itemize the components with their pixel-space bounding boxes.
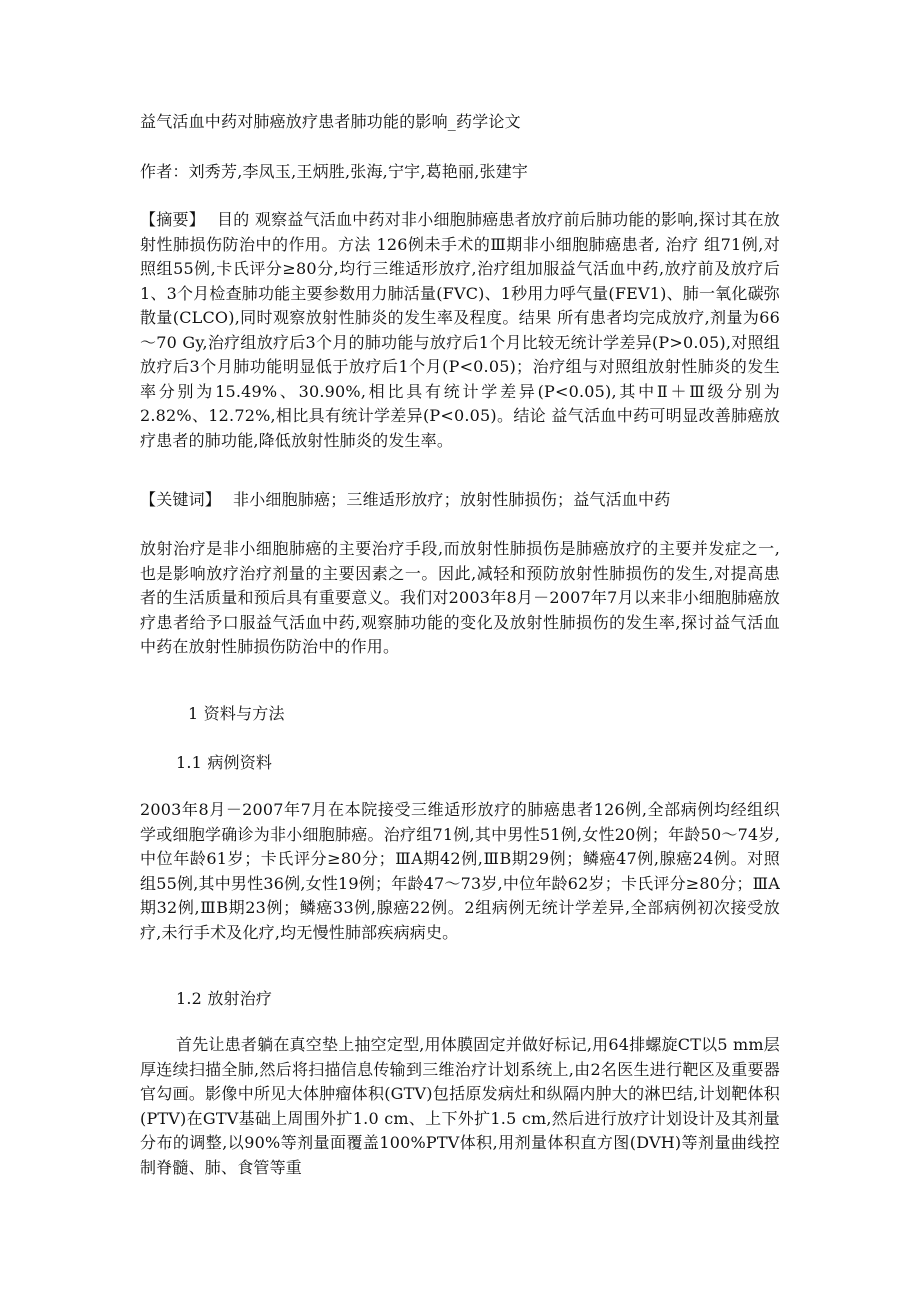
authors-line: 作者：刘秀芳,李凤玉,王炳胜,张海,宁宇,葛艳丽,张建宇 [140,162,529,181]
keywords-label: 【关键词】 [140,490,222,509]
radiotherapy-paragraph: 首先让患者躺在真空垫上抽空定型,用体膜固定并做好标记,用64排螺旋CT以5 mm层厚连续扫描全肺,然后将扫描信息传输到三维治疗计划系统上,由2名医生进行靶区及重要器官勾画。影像中所见大体肿瘤体积(GTV)包括原发病灶和纵隔内肿大的淋巴结,计划靶体积(PTV)在GTV基础上周围外扩1.0 cm、上下外扩1.5 cm,然后进行放疗计划设计及其剂量分布的调整,以90%等剂量面覆盖100%PTV体积,用剂量体积直方图(DVH)等剂量曲线控制脊髓、肺、食管等重 [140,1035,780,1177]
intro-paragraph: 放射治疗是非小细胞肺癌的主要治疗手段,而放射性肺损伤是肺癌放疗的主要并发症之一,也是影响放疗治疗剂量的主要因素之一。因此,减轻和预防放射性肺损伤的发生,对提高患者的生活质量和预后具有重要意义。我们对2003年8月－2007年7月以来非小细胞肺癌放疗患者给予口服益气活血中药,观察肺功能的变化及放射性肺损伤的发生率,探讨益气活血中药在放射性肺损伤防治中的作用。 [140,539,780,656]
abstract-label: 【摘要】 [140,210,205,229]
keywords-paragraph [140,488,780,513]
document-title: 益气活血中药对肺癌放疗患者肺功能的影响_药学论文 [140,112,521,131]
keywords-text: 非小细胞肺癌；三维适形放疗；放射性肺损伤；益气活血中药 [233,490,671,509]
abstract-text: 目的 观察益气活血中药对非小细胞肺癌患者放疗前后肺功能的影响,探讨其在放射性肺损伤防治中的作用。方法 126例未手术的Ⅲ期非小细胞肺癌患者, 治疗 组71例,对照组55例,卡氏评分≥80分,均行三维适形放疗,治疗组加服益气活血中药,放疗前及放疗后1、3个月检查肺功能主要参数用力肺活量(FVC)、1秒用力呼气量(FEV1)、肺一氧化碳弥散量(CLCO),同时观察放射性肺炎的发生率及程度。结果 所有患者均完成放疗,剂量为66～70 Gy,治疗组放疗后3个月的肺功能与放疗后1个月比较无统计学差异(P>0.05),对照组放疗后3个月肺功能明显低于放疗后1个月(P<0.05)；治疗组与对照组放射性肺炎的发生率分别为15.49%、30.90%,相比具有统计学差异(P<0.05),其中Ⅱ＋Ⅲ级分别为2.82%、12.72%,相比具有统计学差异(P<0.05)。结论 益气活血中药可明显改善肺癌放疗患者的肺功能,降低放射性肺炎的发生率。 [140,210,780,450]
section-heading-1-2: 1.2 放射治疗 [176,989,273,1008]
section-heading-1: 1 资料与方法 [188,704,285,723]
section-heading-1-1: 1.1 病例资料 [176,753,273,772]
abstract-paragraph [140,208,780,453]
case-data-paragraph: 2003年8月－2007年7月在本院接受三维适形放疗的肺癌患者126例,全部病例均经组织学或细胞学确诊为非小细胞肺癌。治疗组71例,其中男性51例,女性20例；年龄50～74岁,中位年龄61岁；卡氏评分≥80分；ⅢA期42例,ⅢB期29例；鳞癌47例,腺癌24例。对照组55例,其中男性36例,女性19例；年龄47～73岁,中位年龄62岁；卡氏评分≥80分；ⅢA期32例,ⅢB期23例；鳞癌33例,腺癌22例。2组病例无统计学差异,全部病例初次接受放疗,未行手术及化疗,均无慢性肺部疾病病史。 [140,800,780,942]
